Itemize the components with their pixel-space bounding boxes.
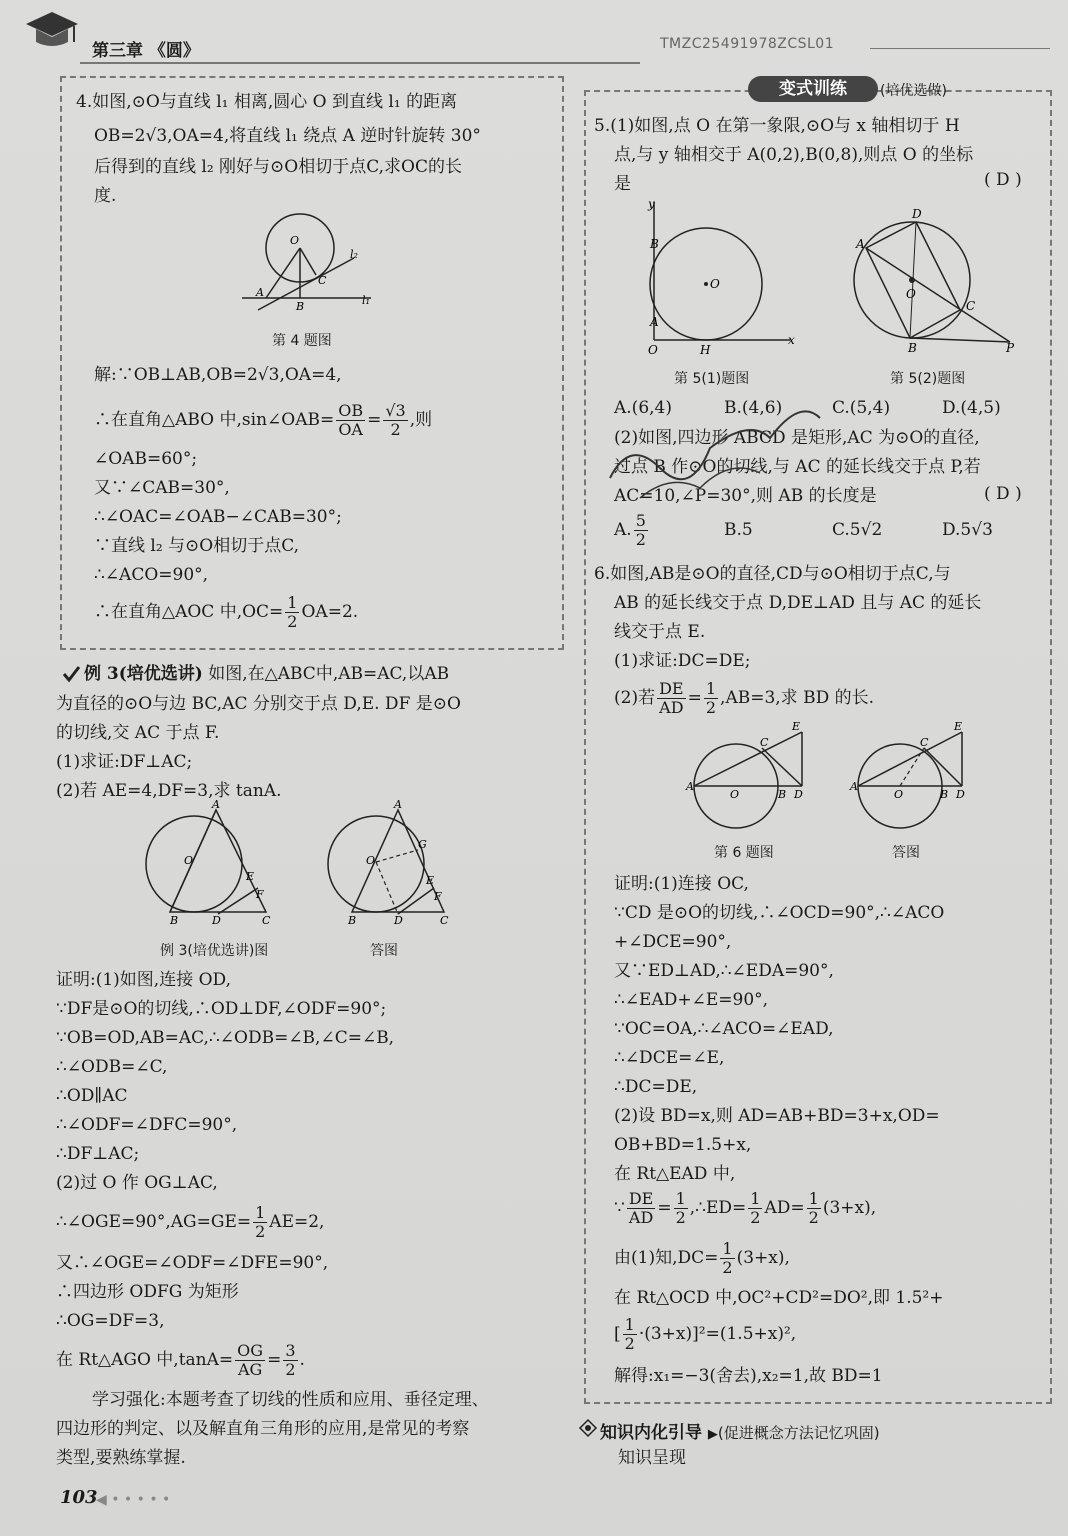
page-header	[0, 0, 1068, 68]
p6-line: 6.如图,AB是⊙O的直径,CD与⊙O相切于点C,与	[594, 564, 951, 584]
p5-q2-line: AC=10,∠P=30°,则 AB 的长度是	[614, 486, 877, 506]
figure-6	[686, 720, 816, 836]
example-3-proof: ∴∠OGE=90°,AG=GE= $\frac{1}{2}$ AE=2,	[56, 1203, 325, 1241]
label-O: O	[290, 234, 300, 247]
example-3-proof: ∴DF⊥AC;	[56, 1144, 140, 1164]
p5-answer-2: ( D )	[984, 484, 1022, 504]
p5-q2-option-a: A. $\frac{5}{2}$	[614, 511, 646, 549]
p4-solution: ∴∠OAC=∠OAB−∠CAB=30°;	[94, 507, 342, 527]
p6-line: 线交于点 E.	[614, 622, 706, 642]
p6-proof: 由(1)知,DC= $\frac{1}{2}$ (3+x),	[614, 1239, 790, 1277]
label-B: B	[170, 914, 179, 927]
example-3-proof: ∵DF是⊙O的切线,∴OD⊥DF,∠ODF=90°;	[56, 999, 387, 1019]
example-3-line: (1)求证:DF⊥AC;	[56, 752, 193, 772]
label-D: D	[794, 788, 803, 801]
label-l1: l₁	[362, 294, 370, 307]
p6-proof: 在 Rt△EAD 中,	[614, 1164, 736, 1184]
label-x: x	[788, 333, 795, 347]
p4-solution: ∴∠ACO=90°,	[94, 565, 209, 585]
p5-line: 点,与 y 轴相交于 A(0,2),B(0,8),则点 O 的坐标	[614, 145, 974, 165]
figure-5-1	[640, 196, 800, 356]
example-3-proof: 在 Rt△AGO 中,tanA= $\frac{OG}{AG}$ = $\frac{3}{2}$ .	[56, 1341, 305, 1379]
label-E: E	[954, 720, 963, 733]
figure-example-3	[140, 798, 280, 927]
label-O: O	[894, 788, 904, 801]
example-3-proof: 又∴∠OGE=∠ODF=∠DFE=90°,	[56, 1253, 329, 1273]
figure-6-caption: 第 6 题图	[714, 845, 774, 861]
p4-solution: ∵直线 l₂ 与⊙O相切于点C,	[94, 536, 300, 556]
p6-proof: +∠DCE=90°,	[614, 932, 732, 952]
figure-example-3-caption: 例 3(培优选讲)图	[160, 943, 269, 959]
label-D: D	[956, 788, 965, 801]
p6-proof: [ $\frac{1}{2}$ ·(3+x)]²=(1.5+x)²,	[614, 1315, 797, 1353]
label-P: P	[1006, 341, 1015, 355]
label-C: C	[920, 736, 929, 749]
checkmark-icon	[62, 666, 80, 682]
p4-line: OB=2√3,OA=4,将直线 l₁ 绕点 A 逆时针旋转 30°	[94, 126, 481, 146]
chapter-title: 第三章 《圆》	[92, 41, 200, 61]
label-A: A	[686, 780, 694, 793]
example-3-proof: (2)过 O 作 OG⊥AC,	[56, 1173, 218, 1193]
figure-5-2	[850, 206, 1030, 356]
page-number-dots: ◀ • • • • •	[96, 1492, 171, 1508]
label-B: B	[778, 788, 787, 801]
figure-5-2-caption: 第 5(2)题图	[890, 371, 966, 387]
label-B: B	[348, 914, 357, 927]
p6-proof: 又∵ED⊥AD,∴∠EDA=90°,	[614, 961, 834, 981]
knowledge-item: 知识呈现	[618, 1448, 686, 1468]
p4-line: 4.如图,⊙O与直线 l₁ 相离,圆心 O 到直线 l₁ 的距离	[76, 92, 458, 112]
p5-q2-option-d: D.5√3	[942, 520, 993, 540]
p6-proof: 证明:(1)连接 OC,	[614, 874, 749, 894]
p5-q2-line: 过点 B 作⊙O的切线,与 AC 的延长线交于点 P,若	[614, 457, 981, 477]
label-O: O	[648, 343, 658, 357]
example-3-line: (2)若 AE=4,DF=3,求 tanA.	[56, 781, 282, 801]
p5-option-d: D.(4,5)	[942, 398, 1001, 418]
label-E: E	[792, 720, 801, 733]
p5-q2-line: (2)如图,四边形 ABCD 是矩形,AC 为⊙O的直径,	[614, 428, 980, 448]
label-D: D	[912, 207, 922, 221]
label-A: A	[850, 780, 858, 793]
example-3-proof: ∴∠ODB=∠C,	[56, 1057, 168, 1077]
p6-proof: ∵OC=OA,∴∠ACO=∠EAD,	[614, 1019, 834, 1039]
figure-4-caption: 第 4 题图	[272, 333, 332, 349]
label-A: A	[212, 798, 220, 811]
p6-proof: 解得:x₁=−3(舍去),x₂=1,故 BD=1	[614, 1366, 883, 1386]
label-B: B	[650, 237, 659, 251]
label-G: G	[418, 838, 427, 851]
example-3-proof: 证明:(1)如图,连接 OD,	[56, 970, 231, 990]
label-O: O	[184, 854, 194, 867]
p5-line: 是	[614, 174, 631, 194]
p6-proof: 在 Rt△OCD 中,OC²+CD²=DO²,即 1.5²+	[614, 1288, 944, 1308]
label-center-O: O	[710, 277, 720, 291]
label-B: B	[296, 300, 305, 313]
example-3-proof: ∴四边形 ODFG 为矩形	[56, 1282, 239, 1302]
header-rule-right	[870, 48, 1050, 49]
knowledge-title: 知识内化引导 ▶(促进概念方法记忆巩固)	[600, 1423, 880, 1443]
example-3-proof: ∵OB=OD,AB=AC,∴∠ODB=∠B,∠C=∠B,	[56, 1028, 395, 1048]
p6-proof: OB+BD=1.5+x,	[614, 1135, 752, 1155]
label-D: D	[212, 914, 221, 927]
label-F: F	[434, 890, 442, 903]
p4-solution: ∠OAB=60°;	[94, 449, 198, 469]
label-B: B	[940, 788, 949, 801]
label-l2: l₂	[350, 248, 358, 261]
p5-q2-option-c: C.5√2	[832, 520, 883, 540]
p6-line: (2)若 $\frac{DE}{AD}$ = $\frac{1}{2}$ ,AB=3,求 BD 的长.	[614, 679, 875, 717]
study-note: 学习强化:本题考查了切线的性质和应用、垂径定理、	[92, 1390, 489, 1410]
label-A: A	[256, 286, 264, 299]
p6-line: (1)求证:DC=DE;	[614, 651, 751, 671]
label-A: A	[856, 237, 865, 251]
label-E: E	[246, 870, 255, 883]
label-O: O	[906, 287, 916, 301]
label-O: O	[730, 788, 740, 801]
p4-line: 后得到的直线 l₂ 刚好与⊙O相切于点C,求OC的长	[94, 157, 462, 177]
example-3-proof: ∴∠ODF=∠DFC=90°,	[56, 1115, 238, 1135]
example-3-proof: ∴OG=DF=3,	[56, 1311, 165, 1331]
variant-subtitle: (培优选做)	[880, 83, 947, 99]
example-3-line: 为直径的⊙O与边 BC,AC 分别交于点 D,E. DF 是⊙O	[56, 694, 461, 714]
p4-line: 度.	[94, 186, 117, 206]
label-A: A	[394, 798, 402, 811]
p6-proof: ∴∠DCE=∠E,	[614, 1048, 725, 1068]
study-note: 类型,要熟练掌握.	[56, 1448, 186, 1468]
label-C: C	[966, 299, 976, 313]
p5-line: 5.(1)如图,点 O 在第一象限,⊙O与 x 轴相切于 H	[594, 116, 960, 136]
figure-answer-6	[850, 720, 980, 836]
label-E: E	[426, 874, 435, 887]
figure-5-1-caption: 第 5(1)题图	[674, 371, 750, 387]
graduation-cap-icon	[22, 6, 78, 56]
label-A: A	[650, 315, 659, 329]
diamond-icon	[580, 1420, 596, 1436]
book-code: TMZC25491978ZCSL01	[660, 36, 835, 52]
label-C: C	[760, 736, 769, 749]
page-number: 103	[60, 1487, 98, 1508]
p4-solution: ∴在直角△AOC 中,OC= $\frac{1}{2}$ OA=2.	[94, 593, 359, 631]
example-3-line: 的切线,交 AC 于点 F.	[56, 723, 220, 743]
header-rule	[80, 62, 640, 64]
variant-title: 变式训练	[748, 76, 878, 102]
p4-solution: 解:∵OB⊥AB,OB=2√3,OA=4,	[94, 365, 342, 385]
p6-proof: ∵CD 是⊙O的切线,∴∠OCD=90°,∴∠ACO	[614, 903, 945, 923]
example-3-line: 例 3(培优选讲) 如图,在△ABC中,AB=AC,以AB	[84, 664, 450, 684]
label-C: C	[318, 274, 327, 287]
figure-answer-3	[318, 798, 458, 927]
p6-proof: ∴DC=DE,	[614, 1077, 698, 1097]
p4-solution: 又∵∠CAB=30°,	[94, 478, 230, 498]
label-O: O	[366, 854, 376, 867]
label-H: H	[700, 343, 711, 357]
p5-answer-1: ( D )	[984, 170, 1022, 190]
label-B: B	[908, 341, 917, 355]
p6-proof: ∴∠EAD+∠E=90°,	[614, 990, 769, 1010]
study-note: 四边形的判定、以及解直角三角形的应用,是常见的考察	[56, 1419, 470, 1439]
handwritten-scribble	[600, 378, 840, 518]
figure-answer-3-caption: 答图	[370, 943, 398, 959]
p4-solution: ∴在直角△ABO 中,sin∠OAB= $\frac{OB}{OA}$ = $\frac{√3}{2}$ ,则	[94, 401, 433, 439]
label-F: F	[256, 888, 264, 901]
label-D: D	[394, 914, 403, 927]
p6-line: AB 的延长线交于点 D,DE⊥AD 且与 AC 的延长	[614, 593, 982, 613]
figure-answer-6-caption: 答图	[892, 845, 920, 861]
p5-q2-option-b: B.5	[724, 520, 753, 540]
p6-proof: (2)设 BD=x,则 AD=AB+BD=3+x,OD=	[614, 1106, 940, 1126]
p6-proof: ∵ $\frac{DE}{AD}$ = $\frac{1}{2}$ ,∴ED= $\frac{1}{2}$ AD= $\frac{1}{2}$ (3+x),	[614, 1189, 877, 1227]
label-C: C	[262, 914, 271, 927]
p5-option-a: A.(6,4)	[614, 398, 672, 418]
p5-option-b: B.(4,6)	[724, 398, 783, 418]
label-y: y	[648, 197, 655, 211]
label-C: C	[440, 914, 449, 927]
example-3-proof: ∴OD∥AC	[56, 1086, 128, 1106]
figure-4	[236, 210, 386, 320]
p5-option-c: C.(5,4)	[832, 398, 891, 418]
